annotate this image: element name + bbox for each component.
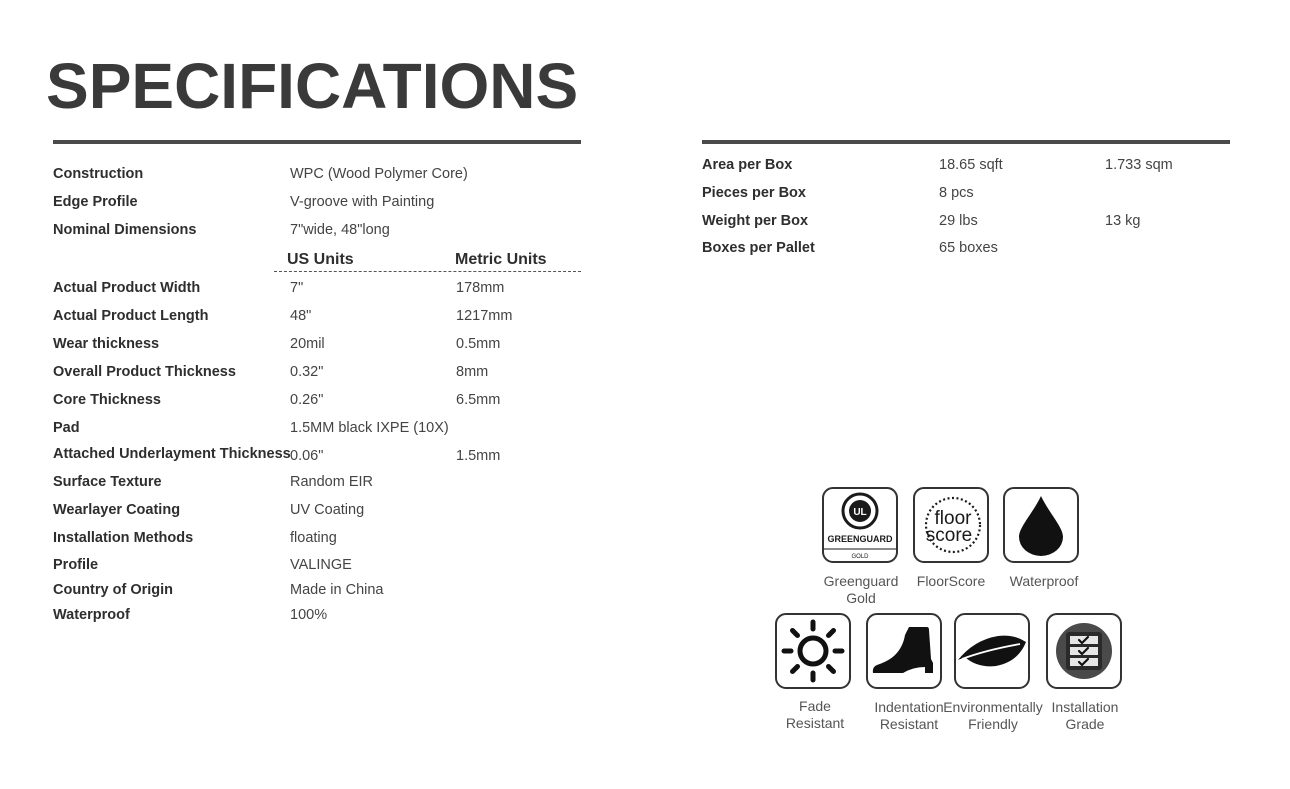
gold-text: GOLD	[851, 554, 869, 560]
greenguard-caption	[812, 573, 910, 607]
caption-line: Environmentally	[943, 699, 1043, 715]
installation-grade-badge	[1046, 613, 1122, 689]
environmentally-friendly-caption	[943, 699, 1043, 733]
score-text: score	[925, 525, 973, 546]
spec-value-us: VALINGE	[290, 557, 352, 573]
environmentally-friendly-badge	[954, 613, 1030, 689]
caption-line: Resistant	[879, 716, 939, 732]
page-title: SPECIFICATIONS	[46, 50, 579, 122]
spec-value-metric: 0.5mm	[456, 336, 501, 352]
greenguard-gold-logo-icon	[824, 489, 896, 561]
spec-value-us: 18.65 sqft	[939, 157, 1003, 173]
greenguard-badge	[822, 487, 898, 563]
spec-value-us: 7"	[290, 280, 304, 296]
caption-line: FloorScore	[916, 573, 986, 589]
spec-label: Area per Box	[702, 157, 793, 173]
spec-value-us: 65 boxes	[939, 240, 998, 256]
spec-value-us: 100%	[290, 607, 328, 623]
caption-line: Indentation	[874, 699, 944, 715]
spec-value-us: 0.26"	[290, 392, 324, 408]
greenguard-text: GREENGUARD	[827, 534, 893, 544]
caption-line: Installation	[1051, 699, 1119, 715]
spec-label: Boxes per Pallet	[702, 240, 815, 256]
spec-value-us: Random EIR	[290, 474, 374, 490]
caption-line: Resistant	[785, 715, 845, 731]
sun-icon	[780, 618, 846, 684]
spec-value-us: 1.5MM black IXPE (10X)	[290, 420, 449, 436]
caption-line: Grade	[1065, 716, 1105, 732]
caption-line: Gold	[846, 590, 876, 606]
caption-line: Friendly	[968, 716, 1018, 732]
spec-value-us: 0.06"	[290, 448, 324, 464]
spec-label: Actual Product Width	[53, 280, 201, 296]
ul-text: UL	[853, 507, 867, 518]
header-dashed-divider	[274, 271, 581, 272]
spec-label: Weight per Box	[702, 213, 809, 229]
checklist-icon	[1051, 618, 1117, 684]
spec-value-metric: 1217mm	[456, 308, 513, 324]
spec-value-us: 29 lbs	[939, 213, 978, 229]
floorscore-logo-icon	[915, 489, 987, 561]
floorscore-caption	[901, 573, 1001, 590]
metric-units-header: Metric Units	[455, 251, 547, 268]
spec-value-metric: 6.5mm	[456, 392, 501, 408]
fade-resistant-badge	[775, 613, 851, 689]
spec-value-metric: 1.733 sqm	[1105, 157, 1173, 173]
high-heel-boot-icon	[869, 621, 939, 681]
spec-label: Actual Product Length	[53, 308, 209, 324]
floor-text: floor	[934, 508, 972, 529]
waterproof-badge	[1003, 487, 1079, 563]
spec-value-metric: 1.5mm	[456, 448, 501, 464]
spec-label: Installation Methods	[53, 530, 194, 546]
floorscore-badge	[913, 487, 989, 563]
us-units-header: US Units	[287, 251, 354, 268]
spec-value: WPC (Wood Polymer Core)	[290, 166, 468, 182]
right-divider	[702, 140, 1230, 144]
spec-value-us: floating	[290, 530, 337, 546]
spec-label: Country of Origin	[53, 582, 174, 598]
spec-label: Core Thickness	[53, 392, 161, 408]
spec-value-us: 8 pcs	[939, 185, 974, 201]
waterproof-caption	[994, 573, 1094, 590]
spec-label: Pad	[53, 420, 80, 436]
spec-value: V-groove with Painting	[290, 194, 435, 210]
spec-label: Surface Texture	[53, 474, 162, 490]
spec-value-us: 20mil	[290, 336, 325, 352]
indentation-resistant-badge	[866, 613, 942, 689]
spec-label: Edge Profile	[53, 194, 138, 210]
spec-label: Overall Product Thickness	[53, 364, 236, 380]
spec-value-metric: 8mm	[456, 364, 489, 380]
spec-label: Wear thickness	[53, 336, 160, 352]
spec-value-metric: 13 kg	[1105, 213, 1141, 229]
spec-label: Profile	[53, 557, 99, 573]
caption-line: Fade	[799, 698, 831, 714]
spec-value-us: UV Coating	[290, 502, 365, 518]
installation-grade-caption	[1035, 699, 1135, 733]
water-drop-icon	[1011, 493, 1071, 557]
left-divider	[53, 140, 581, 144]
caption-line: Greenguard	[823, 573, 899, 589]
spec-value-us: 48"	[290, 308, 312, 324]
spec-label: Waterproof	[53, 607, 130, 623]
spec-label: Attached Underlayment Thickness	[53, 446, 291, 462]
spec-value-us: 0.32"	[290, 364, 324, 380]
spec-label: Nominal Dimensions	[53, 222, 197, 238]
spec-value-metric: 178mm	[456, 280, 505, 296]
spec-label: Construction	[53, 166, 144, 182]
spec-label: Pieces per Box	[702, 185, 806, 201]
caption-line: Waterproof	[1009, 573, 1079, 589]
spec-value-us: Made in China	[290, 582, 384, 598]
leaf-icon	[956, 626, 1028, 676]
spec-value: 7"wide, 48"long	[290, 222, 390, 238]
fade-resistant-caption	[765, 698, 865, 732]
spec-label: Wearlayer Coating	[53, 502, 181, 518]
